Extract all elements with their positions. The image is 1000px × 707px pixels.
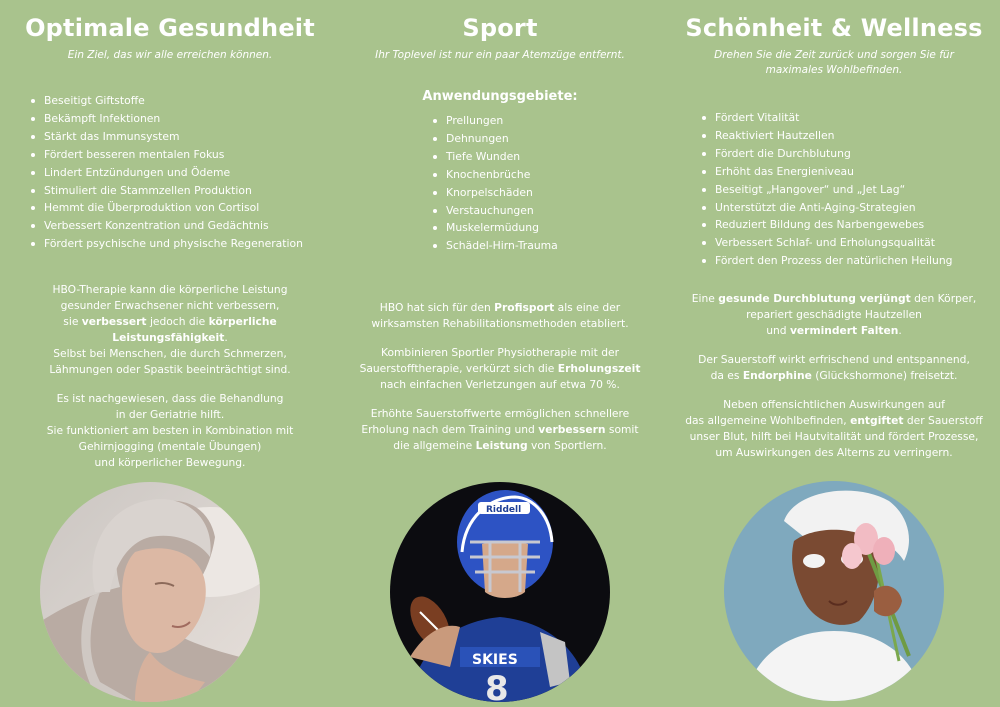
list-item: Stimuliert die Stammzellen Produktion: [30, 182, 303, 200]
list-item: Unterstützt die Anti-Aging-Strategien: [701, 199, 953, 217]
list-item: Fördert Vitalität: [701, 109, 953, 127]
sport-title: Sport: [462, 14, 538, 42]
sport-paragraph-3: Erhöhte Sauerstoffwerte ermöglichen schnellere Erholung nach dem Training und verbessern somit die allgemeine Leistung von Sportlern.: [361, 407, 639, 452]
list-item: Dehnungen: [432, 130, 558, 148]
list-item: Fördert die Durchblutung: [701, 145, 953, 163]
list-item: Beseitigt „Hangover“ und „Jet Lag“: [701, 181, 953, 199]
column-beauty: [668, 0, 1000, 707]
list-item: Beseitigt Giftstoffe: [30, 92, 303, 110]
beauty-paragraph-2: Der Sauerstoff wirkt erfrischend und entspannend, da es Endorphine (Glückshormone) freisetzt.: [698, 353, 970, 382]
football-player-photo: [390, 482, 610, 702]
health-title: Optimale Gesundheit: [25, 14, 315, 42]
sport-paragraph-2: Kombinieren Sportler Physiotherapie mit der Sauerstofftherapie, verkürzt sich die Erholungszeit nach einfachen Verletzungen auf etwa 70 %.: [359, 346, 641, 391]
health-paragraph-2: Es ist nachgewiesen, dass die Behandlung in der Geriatrie hilft. Sie funktioniert am besten in Kombination mit Gehirnjogging (mentale Übungen) und körperlicher Bewegung.: [46, 392, 294, 469]
health-subtitle: Ein Ziel, das wir alle erreichen können.: [67, 49, 273, 61]
beauty-benefits-list: [701, 109, 953, 270]
column-health: [0, 0, 340, 707]
list-item: Hemmt die Überproduktion von Cortisol: [30, 199, 303, 217]
list-item: Fördert besseren mentalen Fokus: [30, 146, 303, 164]
list-item: Lindert Entzündungen und Ödeme: [30, 164, 303, 182]
list-item: Bekämpft Infektionen: [30, 110, 303, 128]
list-item: Knorpelschäden: [432, 184, 558, 202]
beauty-paragraph-3: Neben offensichtlichen Auswirkungen auf das allgemeine Wohlbefinden, entgiftet der Sauerstoff unser Blut, hilft bei Hautvitalität und fördert Prozesse, um Auswirkungen des Alterns zu verringern.: [685, 398, 983, 459]
list-item: Verstauchungen: [432, 202, 558, 220]
woman-with-flowers-photo: [724, 481, 944, 701]
list-item: Prellungen: [432, 112, 558, 130]
elderly-woman-photo: [40, 482, 260, 702]
health-paragraph-1: HBO-Therapie kann die körperliche Leistung gesunder Erwachsener nicht verbessern, sie verbessert jedoch die körperliche Leistungsfähigkeit. Selbst bei Menschen, die durch Schmerzen, Lähmungen oder Spastik beeinträchtigt sind.: [49, 283, 291, 376]
sport-applications-heading: Anwendungsgebiete:: [422, 89, 578, 104]
list-item: Reduziert Bildung des Narbengewebes: [701, 216, 953, 234]
list-item: Tiefe Wunden: [432, 148, 558, 166]
list-item: Erhöht das Energieniveau: [701, 163, 953, 181]
list-item: Reaktiviert Hautzellen: [701, 127, 953, 145]
sport-paragraph-1: HBO hat sich für den Profisport als eine der wirksamsten Rehabilitationsmethoden etabliert.: [371, 301, 629, 330]
helmet-text: Riddell: [486, 505, 522, 515]
beauty-paragraph-1: Eine gesunde Durchblutung verjüngt den Körper, repariert geschädigte Hautzellen und vermindert Falten.: [691, 292, 977, 337]
list-item: Verbessert Konzentration und Gedächtnis: [30, 217, 303, 235]
list-item: Fördert psychische und physische Regeneration: [30, 235, 303, 253]
list-item: Verbessert Schlaf- und Erholungsqualität: [701, 234, 953, 252]
beauty-text: [668, 291, 1000, 474]
health-text: [0, 282, 340, 484]
jersey-text: SKIES: [472, 652, 518, 668]
list-item: Knochenbrüche: [432, 166, 558, 184]
jersey-number: 8: [485, 669, 509, 702]
beauty-title: Schönheit & Wellness: [685, 14, 983, 42]
list-item: Fördert den Prozess der natürlichen Heilung: [701, 252, 953, 270]
sport-subtitle: Ihr Toplevel ist nur ein paar Atemzüge entfernt.: [375, 49, 625, 61]
sport-text: [335, 300, 665, 467]
list-item: Stärkt das Immunsystem: [30, 128, 303, 146]
beauty-subtitle: Drehen Sie die Zeit zurück und sorgen Sie für maximales Wohlbefinden.: [714, 49, 954, 76]
list-item: Muskelermüdung: [432, 219, 558, 237]
list-item: Schädel-Hirn-Trauma: [432, 237, 558, 255]
health-benefits-list: [30, 92, 303, 253]
column-sport: [335, 0, 665, 707]
sport-applications-list: [432, 112, 558, 255]
